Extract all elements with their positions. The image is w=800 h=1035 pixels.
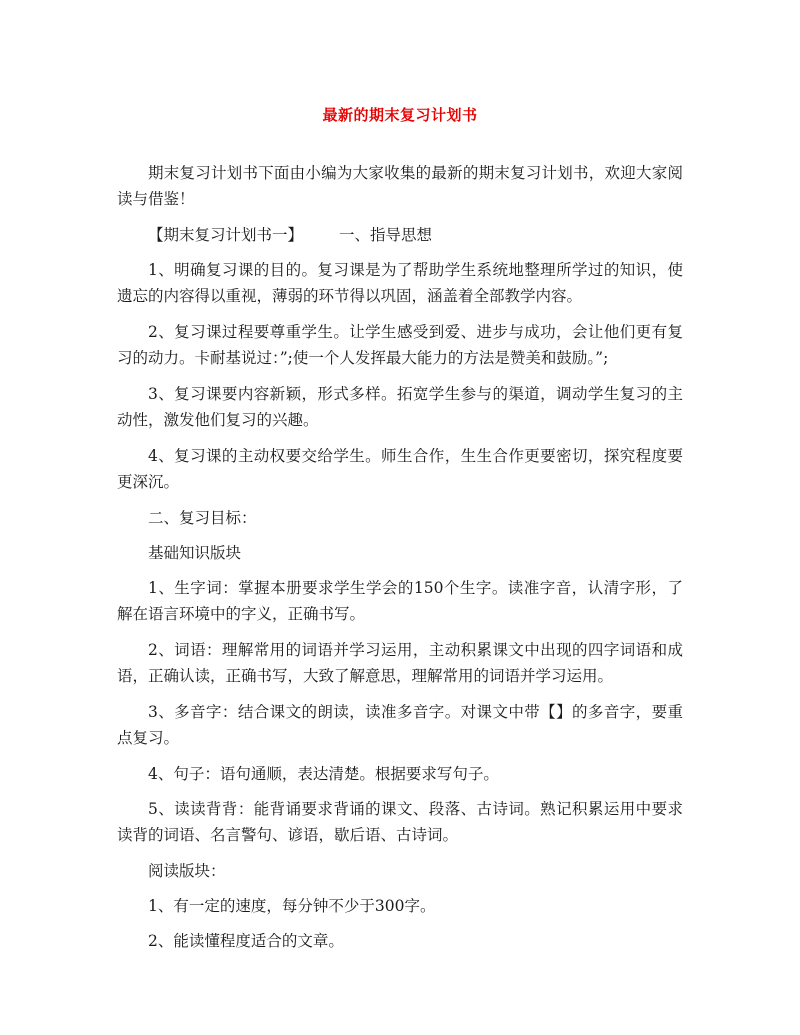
document-body [117, 160, 683, 963]
intro-paragraph: 期末复习计划书下面由小编为大家收集的最新的期末复习计划书，欢迎大家阅读与借鉴！ [117, 164, 683, 208]
basic-item-1: 1、生字词：掌握本册要求学生学会的150个生字。读准字音，认清字形，了解在语言环境中的字义，正确书写。 [117, 579, 683, 623]
basic-item-5: 5、读读背背：能背诵要求背诵的课文、段落、古诗词。熟记积累运用中要求读背的词语、名言警句、谚语，歇后语、古诗词。 [117, 800, 683, 844]
guide-item-2: 2、复习课过程要尊重学生。让学生感受到爱、进步与成功，会让他们更有复习的动力。卡耐基说过：”;使一个人发挥最大能力的方法是赞美和鼓励。”; [117, 323, 683, 367]
basic-item-3: 3、多音字：结合课文的朗读，读准多音字。对课文中带【】的多音字，要重点复习。 [117, 703, 683, 747]
section1-label: 【期末复习计划书一】 [148, 226, 304, 244]
goals-heading: 二、复习目标： [148, 509, 257, 527]
basic-item-4: 4、句子：语句通顺，表达清楚。根据要求写句子。 [148, 765, 499, 783]
basic-knowledge-heading: 基础知识版块 [148, 544, 242, 562]
basic-item-2: 2、词语：理解常用的词语并学习运用，主动积累课文中出现的四字词语和成语，正确认读，正确书写，大致了解意思，理解常用的词语并学习运用。 [117, 641, 683, 685]
section1-heading-row [117, 222, 683, 248]
guide-item-1: 1、明确复习课的目的。复习课是为了帮助学生系统地整理所学过的知识，使遗忘的内容得以重视，薄弱的环节得以巩固，涵盖着全部教学内容。 [117, 261, 683, 305]
guide-item-3: 3、复习课要内容新颖，形式多样。拓宽学生参与的渠道，调动学生复习的主动性，激发他们复习的兴趣。 [117, 385, 683, 429]
reading-heading: 阅读版块： [148, 862, 226, 880]
guide-item-4: 4、复习课的主动权要交给学生。师生合作，生生合作更要密切，探究程度要更深沉。 [117, 447, 683, 491]
reading-item-2: 2、能读懂程度适合的文章。 [148, 932, 344, 950]
section1-heading: 一、指导思想 [339, 226, 433, 244]
reading-item-1: 1、有一定的速度，每分钟不少于300字。 [148, 897, 436, 915]
document-title: 最新的期末复习计划书 [322, 106, 478, 124]
